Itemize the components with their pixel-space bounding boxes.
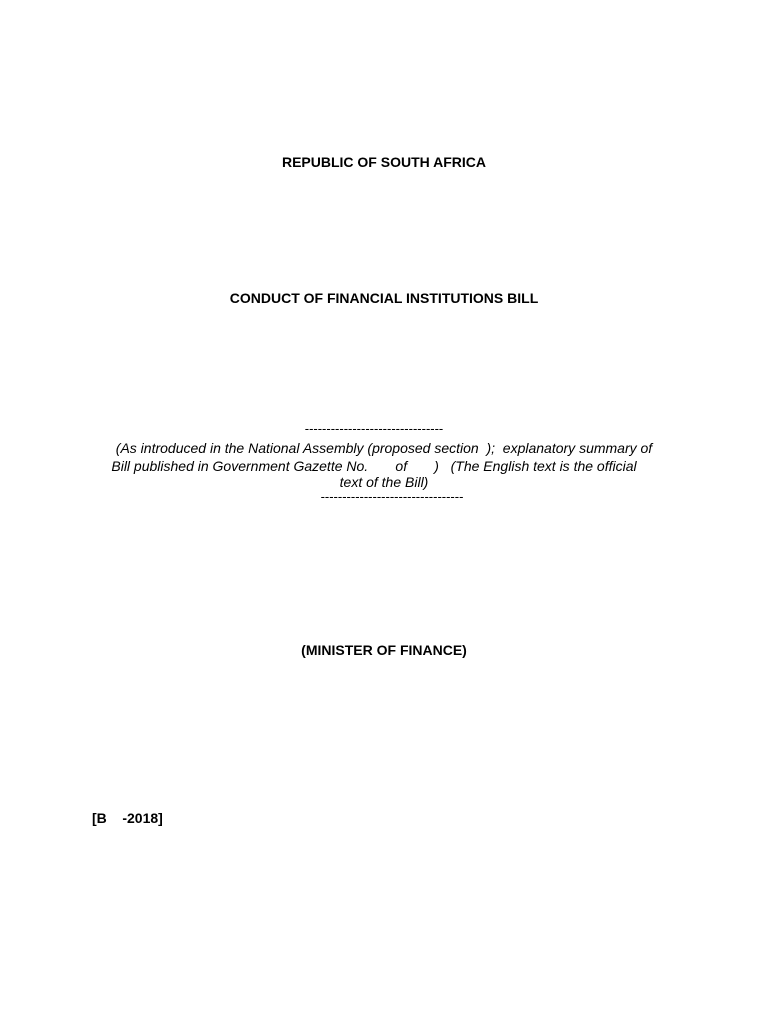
introduction-note-line: Bill published in Government Gazette No. of ) (The English text is the official bbox=[111, 458, 637, 474]
bill-title: CONDUCT OF FINANCIAL INSTITUTIONS BILL bbox=[229, 290, 539, 306]
minister-heading: (MINISTER OF FINANCE) bbox=[301, 642, 467, 658]
bill-number: [B -2018] bbox=[92, 810, 163, 826]
separator-line-top: -------------------------------- bbox=[304, 421, 444, 436]
introduction-note-line: (As introduced in the National Assembly (proposed section ); explanatory summary of bbox=[115, 440, 653, 456]
separator-line-bottom: --------------------------------- bbox=[320, 489, 464, 504]
country-heading: REPUBLIC OF SOUTH AFRICA bbox=[281, 154, 487, 170]
introduction-note-line: text of the Bill) bbox=[339, 474, 429, 490]
